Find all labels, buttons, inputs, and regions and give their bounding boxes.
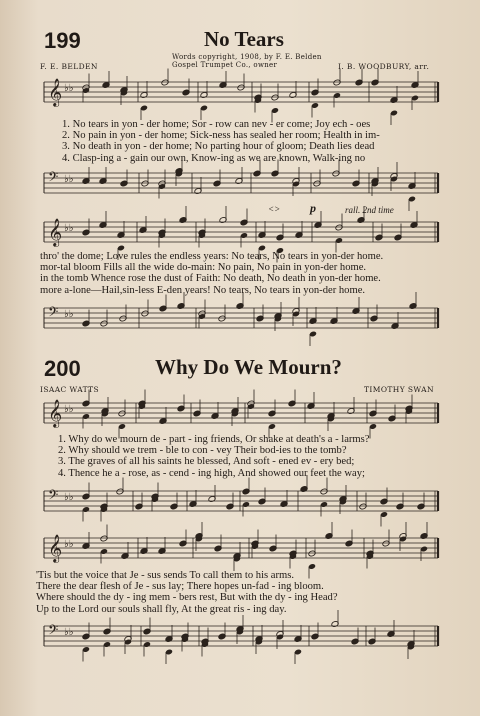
music-staff-200-bass-2 — [40, 616, 440, 662]
flat-sign-icon: ♭♭ — [64, 539, 74, 550]
treble-clef-icon: 𝄞 — [48, 78, 63, 106]
verse-line: 4. Clasp-ing a - gain our own, Know-ing as we are known, Walk-ing no — [62, 152, 366, 164]
hymn199-verses-part2 — [40, 251, 383, 296]
hymn-number-199: 199 — [44, 28, 81, 53]
tempo-marking: rall. 2nd time — [345, 205, 394, 215]
hymn200-verses-part1 — [58, 434, 370, 479]
hymn200-verses-part2 — [36, 570, 338, 615]
flat-sign-icon: ♭♭ — [64, 174, 74, 185]
verse-line: mor-tal bloom Fills all the wide do-main: No pain, No pain in yon-der home. — [40, 262, 367, 274]
hymn-number-200: 200 — [44, 356, 81, 381]
author-left-200: ISAAC WATTS — [40, 385, 100, 394]
flat-sign-icon: ♭♭ — [64, 492, 74, 503]
verse-line: 1. No tears in yon - der home; Sor - row can nev - er come; Joy ech - oes — [62, 119, 371, 130]
verse-line: more a-lone—Hail,sin-less E-den years! No tears, No tears in yon-der home. — [40, 284, 366, 296]
flat-sign-icon: ♭♭ — [64, 404, 74, 415]
treble-clef-icon: 𝄞 — [48, 399, 63, 427]
treble-clef-icon: 𝄞 — [48, 218, 63, 246]
verse-line: Where should the dy - ing mem - bers rest, But with the dy - ing Head? — [36, 592, 338, 604]
dynamic-p: p — [310, 201, 316, 215]
verse-line: 2. No pain in yon - der home; Sick-ness has sealed her room; Health in im- — [62, 130, 380, 142]
verse-line: 4. Thence he a - rose, as - cend - ing high, And showed our feet the way; — [58, 467, 365, 479]
flat-sign-icon: ♭♭ — [64, 83, 74, 94]
hymn-title-199: No Tears — [204, 27, 284, 51]
copyright-line-2: Gospel Trumpet Co., owner — [172, 61, 278, 69]
verse-line: 2. Why should we trem - ble to con - vey Their bod-ies to the tomb? — [58, 445, 347, 457]
music-staff-199-bass-2 — [40, 298, 440, 344]
music-staff-199-treble-1 — [40, 72, 440, 118]
bass-clef-icon: 𝄢 — [48, 622, 59, 641]
verse-line: thro' the dome; Love rules the endless years: No tears, No tears in yon-der home. — [40, 251, 384, 262]
accent-marks: <> — [268, 204, 281, 214]
flat-sign-icon: ♭♭ — [64, 223, 74, 234]
hymn-title-200: Why Do We Mourn? — [155, 355, 342, 379]
music-staff-199-bass-1 — [40, 163, 440, 209]
verse-line: There the dear flesh of Je - sus lay; There hopes un-fad - ing bloom. — [36, 581, 324, 593]
treble-clef-icon: 𝄞 — [48, 534, 63, 562]
verse-line: 3. No death in yon - der home; No parting hour of gloom; Death lies dead — [62, 141, 375, 153]
bass-clef-icon: 𝄢 — [48, 487, 59, 506]
verse-line: 3. The graves of all his saints he blessed, And soft - ened ev - ery bed; — [58, 456, 355, 468]
music-staff-200-treble-1 — [40, 393, 440, 435]
verse-line: 'Tis but the voice that Je - sus sends To call them to his arms. — [36, 570, 295, 581]
author-left-199: F. E. BELDEN — [40, 62, 98, 71]
flat-sign-icon: ♭♭ — [64, 627, 74, 638]
verse-line: in the tomb Whence rose the dust of Faith: No death, No death in yon-der home. — [40, 273, 381, 285]
copyright-line-1: Words copyright, 1908, by F. E. Belden — [172, 53, 322, 61]
verse-line: 1. Why do we mourn de - part - ing friends, Or shake at death's a - larms? — [58, 434, 370, 445]
bass-clef-icon: 𝄢 — [48, 304, 59, 323]
hymn199-verses-part1 — [62, 119, 380, 164]
music-staff-200-treble-2 — [40, 528, 440, 574]
flat-sign-icon: ♭♭ — [64, 309, 74, 320]
bass-clef-icon: 𝄢 — [48, 169, 59, 188]
author-right-200: TIMOTHY SWAN — [364, 385, 434, 394]
author-right-199: I. B. WOODBURY, arr. — [338, 62, 430, 71]
music-staff-200-bass-1 — [40, 481, 440, 525]
verse-line: Up to the Lord our souls shall fly, At the great ris - ing day. — [36, 603, 287, 615]
